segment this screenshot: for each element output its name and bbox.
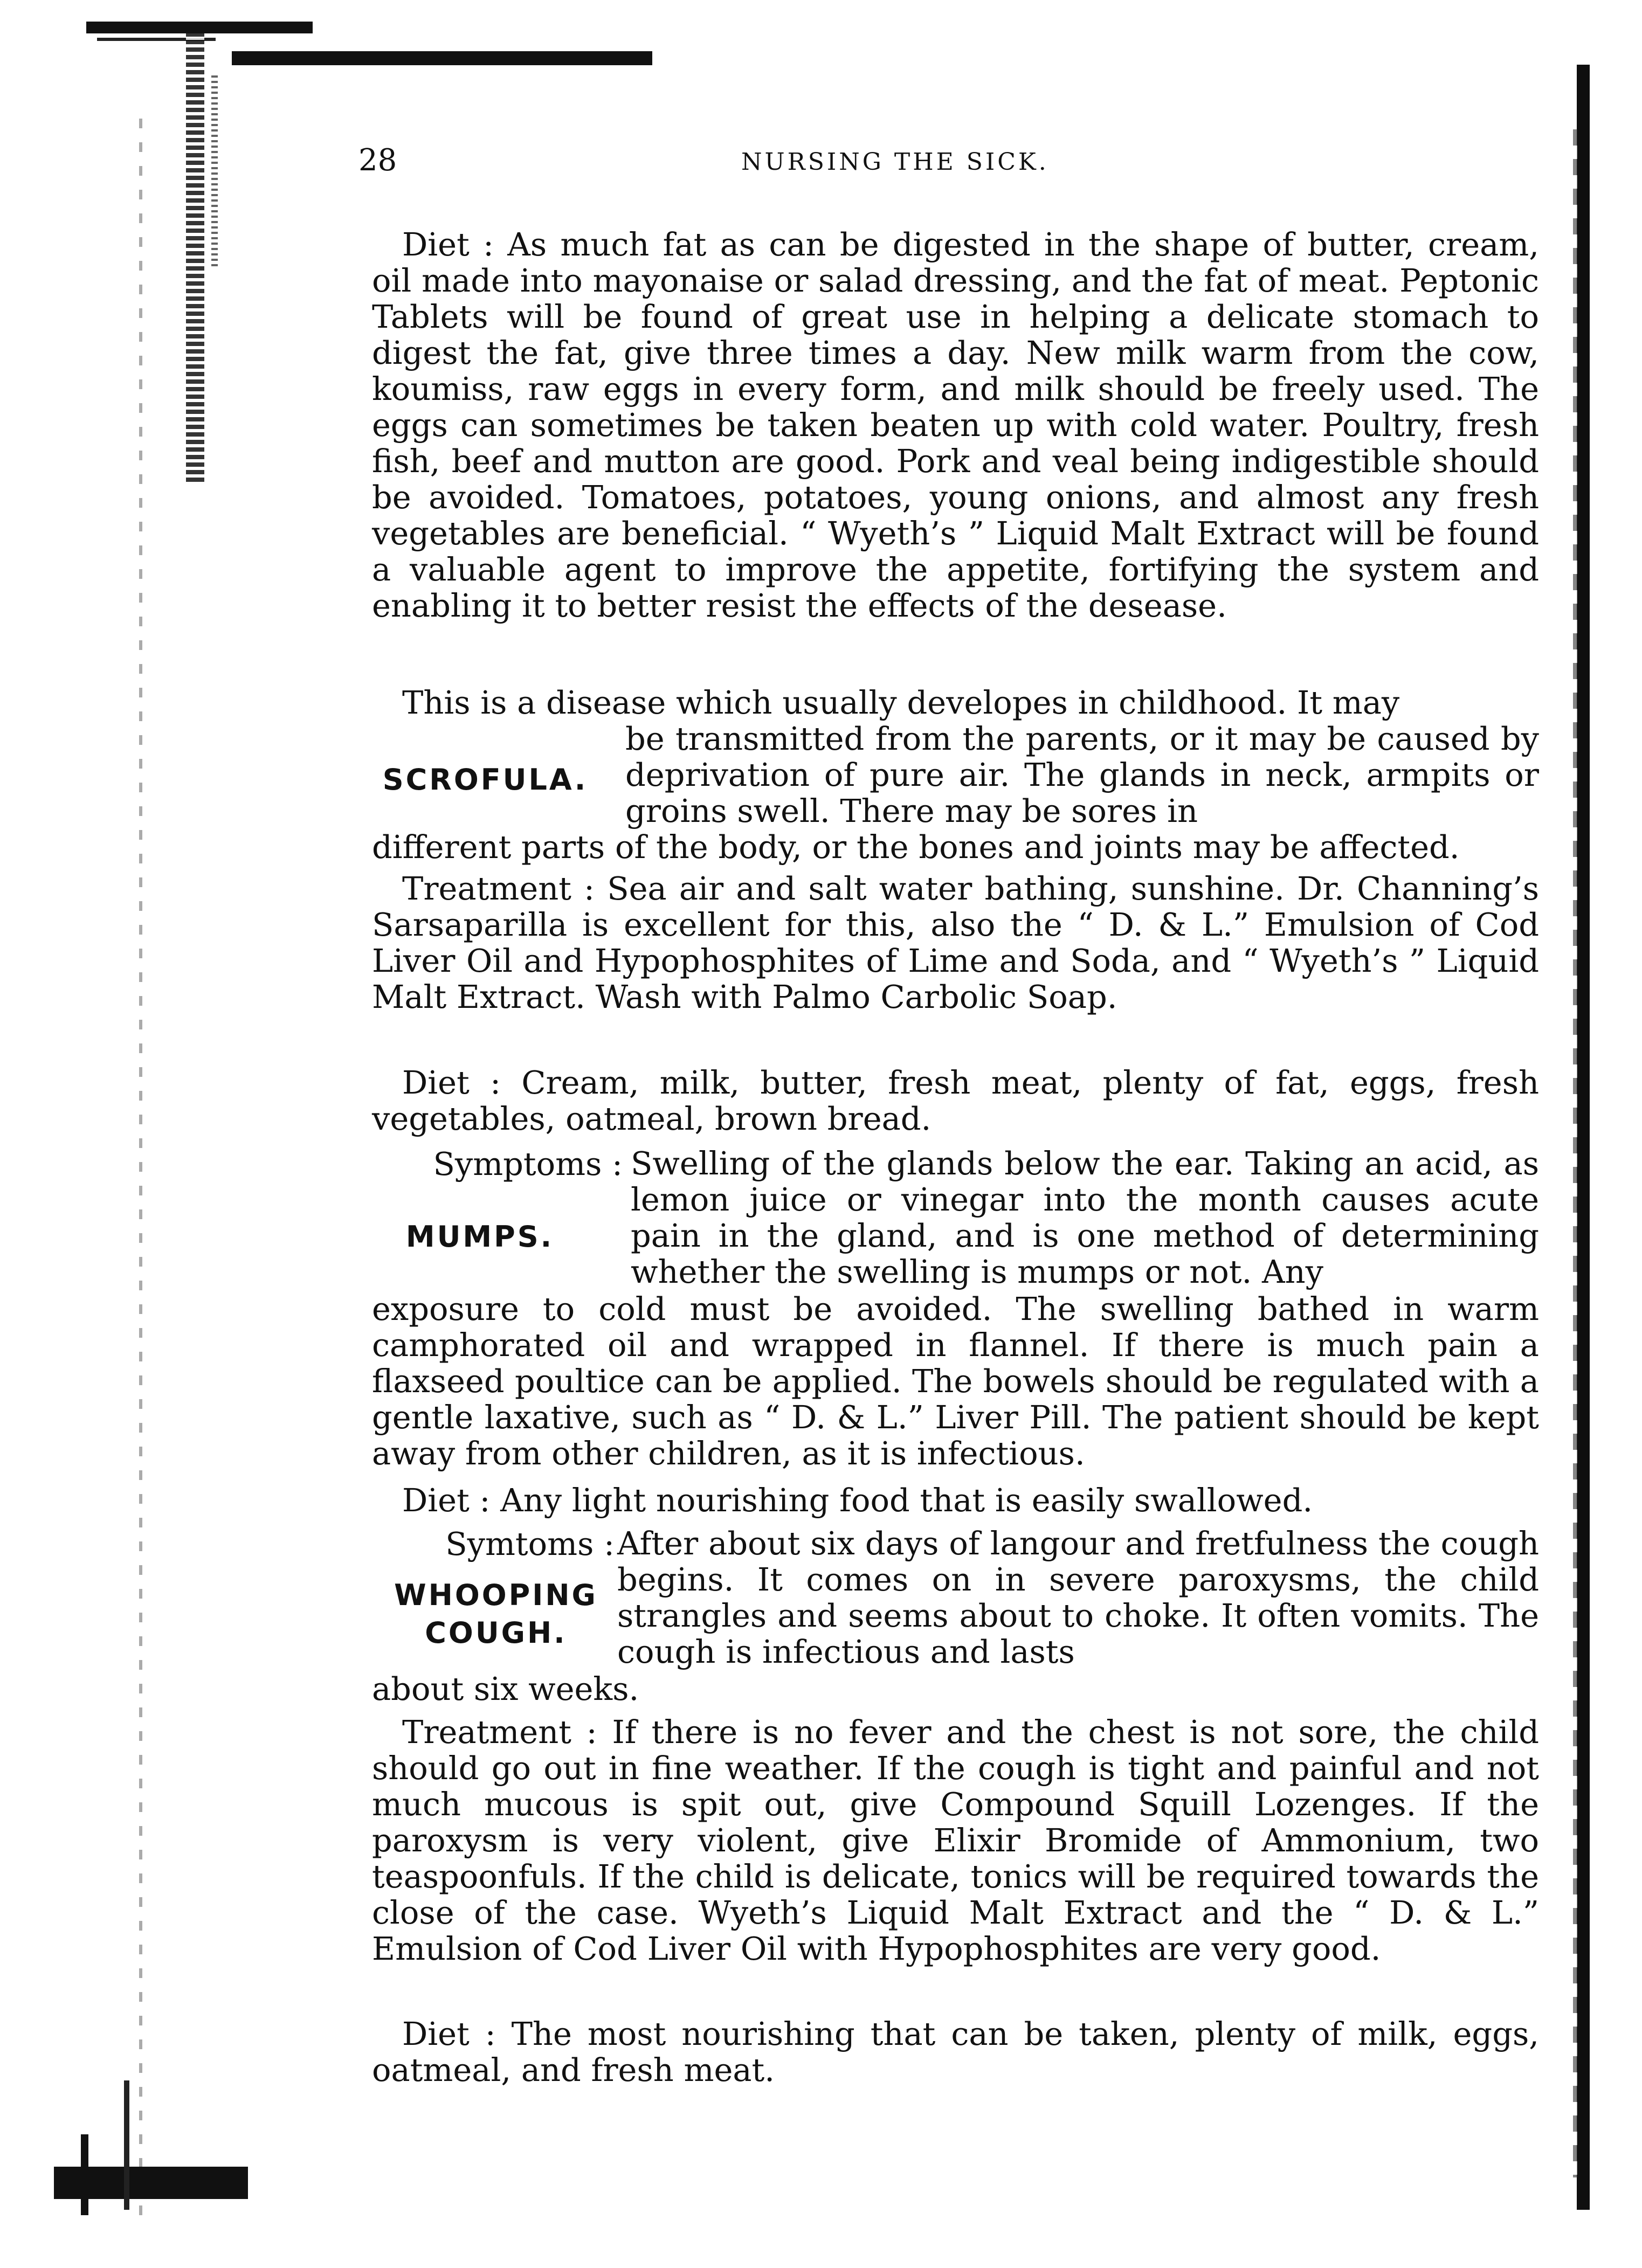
paragraph-scrofula-tail: different parts of the body, or the bones and joints may be affected. [372, 828, 1460, 866]
mumps-symptoms-label: Symptoms : [433, 1145, 623, 1183]
scan-artifact-right-edge [1577, 65, 1590, 2210]
sidenote-scrofula: SCROFULA. [382, 763, 588, 797]
sidenote-mumps: MUMPS. [405, 1220, 554, 1254]
page-number: 28 [358, 143, 397, 178]
scan-artifact-top [86, 22, 313, 33]
paragraph-whooping-diet: Diet : The most nourishing that can be taken, plenty of milk, eggs, oatmeal, and fresh meat. [372, 2015, 1539, 2089]
paragraph-whooping-tail: about six weeks. [372, 1670, 639, 1707]
scan-artifact-left-edge [186, 32, 204, 485]
scan-artifact-bottom-left-post2 [124, 2080, 129, 2210]
sidenote-whooping [377, 1576, 615, 1652]
scan-artifact-bottom-left-post [81, 2134, 88, 2215]
scan-artifact-left-edge-inner [211, 75, 218, 269]
scan-artifact-left-line [139, 119, 142, 2221]
scan-artifact-right-edge-inner [1573, 129, 1577, 2177]
sidenote-whooping-line1: WHOOPING [394, 1578, 598, 1612]
paragraph-scrofula-lead: This is a disease which usually developes in childhood. It may [402, 684, 1400, 721]
paragraph-whooping-side: After about six days of langour and fretfulness the cough begins. It comes on in severe paroxysms, the child strangles and seems about to choke. It often vomits. The cough is infectious and lasts [617, 1525, 1539, 1670]
paragraph-scrofula-treatment: Treatment : Sea air and salt water bathing, sunshine. Dr. Channing’s Sarsaparilla is excellent for this, also the “ D. & L.” Emulsion of Cod Liver Oil and Hypophosphites of Lime and Soda, and “ Wyeth’s ” Liquid Malt Extract. Wash with Palmo Carbolic Soap. [372, 870, 1539, 1015]
whooping-symptoms-label: Symtoms : [445, 1525, 615, 1562]
paragraph-mumps-diet: Diet : Any light nourishing food that is easily swallowed. [402, 1482, 1313, 1519]
running-title: NURSING THE SICK. [741, 148, 1049, 176]
paragraph-scrofula-diet: Diet : Cream, milk, butter, fresh meat, plenty of fat, eggs, fresh vegetables, oatmeal, brown bread. [372, 1064, 1539, 1137]
paragraph-whooping-treatment: Treatment : If there is no fever and the chest is not sore, the child should go out in fine weather. If the cough is tight and painful and not much mucous is spit out, give Compound Squill Lozenges. If the paroxysm is very violent, give Elixir Bromide of Ammonium, two teaspoonfuls. If the child is delicate, tonics will be required towards the close of the case. Wyeth’s Liquid Malt Extract and the “ D. & L.” Emulsion of Cod Liver Oil with Hypophosphites are very good. [372, 1713, 1539, 1967]
paragraph-mumps-tail: exposure to cold must be avoided. The swelling bathed in warm camphorated oil and wrapped in flannel. If there is much pain a flaxseed poultice can be applied. The bowels should be regulated with a gentle laxative, such as “ D. & L.” Liver Pill. The patient should be kept away from other children, as it is infectious. [372, 1290, 1539, 1472]
sidenote-whooping-line2: COUGH. [425, 1616, 567, 1650]
paragraph-scrofula-side: be transmitted from the parents, or it may be caused by deprivation of pure air. The glands in neck, armpits or groins swell. There may be sores in [625, 720, 1539, 829]
scan-artifact-top-rule [232, 51, 652, 65]
paragraph-diet-intro: Diet : As much fat as can be digested in the shape of butter, cream, oil made into mayonaise or salad dressing, and the fat of meat. Peptonic Tablets will be found of great use in helping a delicate stomach to digest the fat, give three times a day. New milk warm from the cow, koumiss, raw eggs in every form, and milk should be freely used. The eggs can sometimes be taken beaten up with cold water. Poultry, fresh fish, beef and mutton are good. Pork and veal being indigestible should be avoided. Tomatoes, potatoes, young onions, and almost any fresh vegetables are beneficial. “ Wyeth’s ” Liquid Malt Extract will be found a valuable agent to improve the appetite, fortifying the system and enabling it to better resist the effects of the desease. [372, 226, 1539, 624]
paragraph-mumps-side: Swelling of the glands below the ear. Taking an acid, as lemon juice or vinegar into the month causes acute pain in the gland, and is one method of determining whether the swelling is mumps or not. Any [631, 1145, 1539, 1290]
